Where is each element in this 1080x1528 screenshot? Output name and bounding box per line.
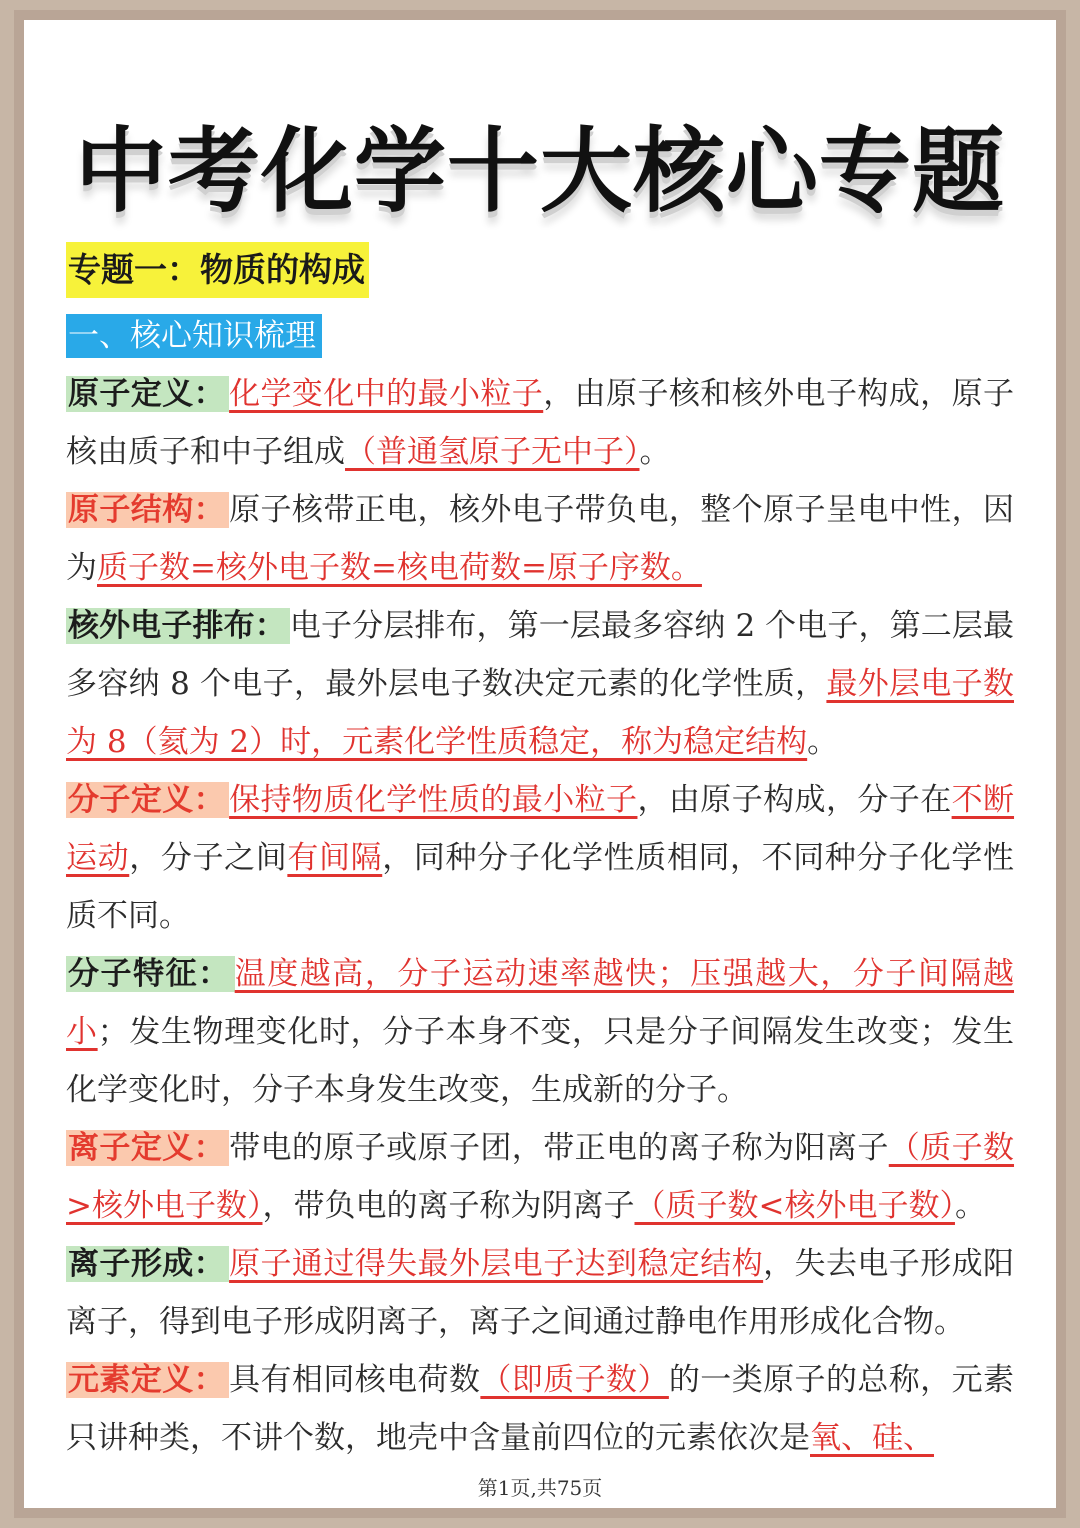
- key-point-text: （质子数<核外电子数）: [634, 1188, 955, 1224]
- body-text: 带电的原子或原子团，带正电的离子称为阳离子: [229, 1130, 889, 1166]
- key-point-text: 不断运动: [66, 782, 1015, 876]
- paragraph: [66, 481, 1014, 597]
- paragraph: [66, 365, 1014, 481]
- key-point-text: （质子数>核外电子数）: [66, 1130, 1015, 1224]
- key-point-text: 化学变化中的最小粒子: [229, 376, 544, 412]
- key-point-text: 温度越高，分子运动速率越快；压强越大，分子间隔越小: [66, 956, 1015, 1050]
- paragraph: [66, 1351, 1014, 1467]
- body-text: 电子分层排布，第一层最多容纳 2 个电子，第二层最多容纳 8 个电子，最外层电子数决定元素的化学性质，: [66, 608, 1015, 702]
- term-label: 原子定义：: [66, 376, 229, 412]
- key-point-text: 有间隔: [287, 840, 383, 876]
- key-point-text: 原子通过得失最外层电子达到稳定结构: [229, 1246, 764, 1282]
- key-point-text: （即质子数）: [480, 1362, 669, 1398]
- key-point-text: 质子数=核外电子数=核电荷数=原子序数。: [97, 550, 702, 586]
- page-footer: 第1页,共75页: [477, 1476, 603, 1500]
- body-text: ，失去电子形成阳离子，得到电子形成阴离子，离子之间通过静电作用形成化合物。: [66, 1246, 1015, 1340]
- body-text: ，带负电的离子称为阴离子: [262, 1188, 635, 1224]
- body-text: ，由原子核和核外电子构成，原子核由质子和中子组成: [66, 376, 1015, 470]
- topic-heading: 专题一：物质的构成: [66, 242, 369, 298]
- body-text: 。: [639, 434, 671, 470]
- body-text: ，分子之间: [129, 840, 288, 876]
- page-title: 中考化学十大核心专题: [74, 118, 1005, 225]
- body-text: 。: [954, 1188, 986, 1224]
- key-point-text: （普通氢原子无中子）: [345, 434, 640, 470]
- term-label: 离子形成：: [66, 1246, 229, 1282]
- body-text: 具有相同核电荷数: [229, 1362, 481, 1398]
- paragraph-list: [66, 365, 1014, 1467]
- paragraph: [66, 1235, 1014, 1351]
- body-text: ，由原子构成，分子在: [637, 782, 952, 818]
- body-text: 原子核带正电，核外电子带负电，整个原子呈电中性，因为: [66, 492, 1015, 586]
- paragraph: [66, 597, 1014, 771]
- paragraph: [66, 945, 1014, 1119]
- key-point-text: 保持物质化学性质的最小粒子: [229, 782, 638, 818]
- key-point-text: 氧、硅、: [810, 1420, 934, 1456]
- term-label: 分子特征：: [66, 956, 235, 992]
- paragraph: [66, 1119, 1014, 1235]
- term-label: 离子定义：: [66, 1130, 229, 1166]
- body-text: ，同种分子化学性质相同，不同种分子化学性质不同。: [66, 840, 1015, 934]
- term-label: 核外电子排布：: [66, 608, 290, 644]
- body-text: ；发生物理变化时，分子本身不变，只是分子间隔发生改变；发生化学变化时，分子本身发生改变，生成新的分子。: [66, 1014, 1015, 1108]
- term-label: 分子定义：: [66, 782, 229, 818]
- section-heading: 一、核心知识梳理: [66, 314, 322, 358]
- body-text: 的一类原子的总称，元素只讲种类，不讲个数，地壳中含量前四位的元素依次是: [66, 1362, 1015, 1456]
- term-label: 原子结构：: [66, 492, 229, 528]
- document-content: [66, 242, 1014, 1467]
- term-label: 元素定义：: [66, 1362, 229, 1398]
- body-text: 。: [807, 724, 839, 760]
- document-page: [24, 20, 1056, 1508]
- paragraph: [66, 771, 1014, 945]
- key-point-text: 最外层电子数为 8（氦为 2）时，元素化学性质稳定，称为稳定结构: [66, 666, 1014, 760]
